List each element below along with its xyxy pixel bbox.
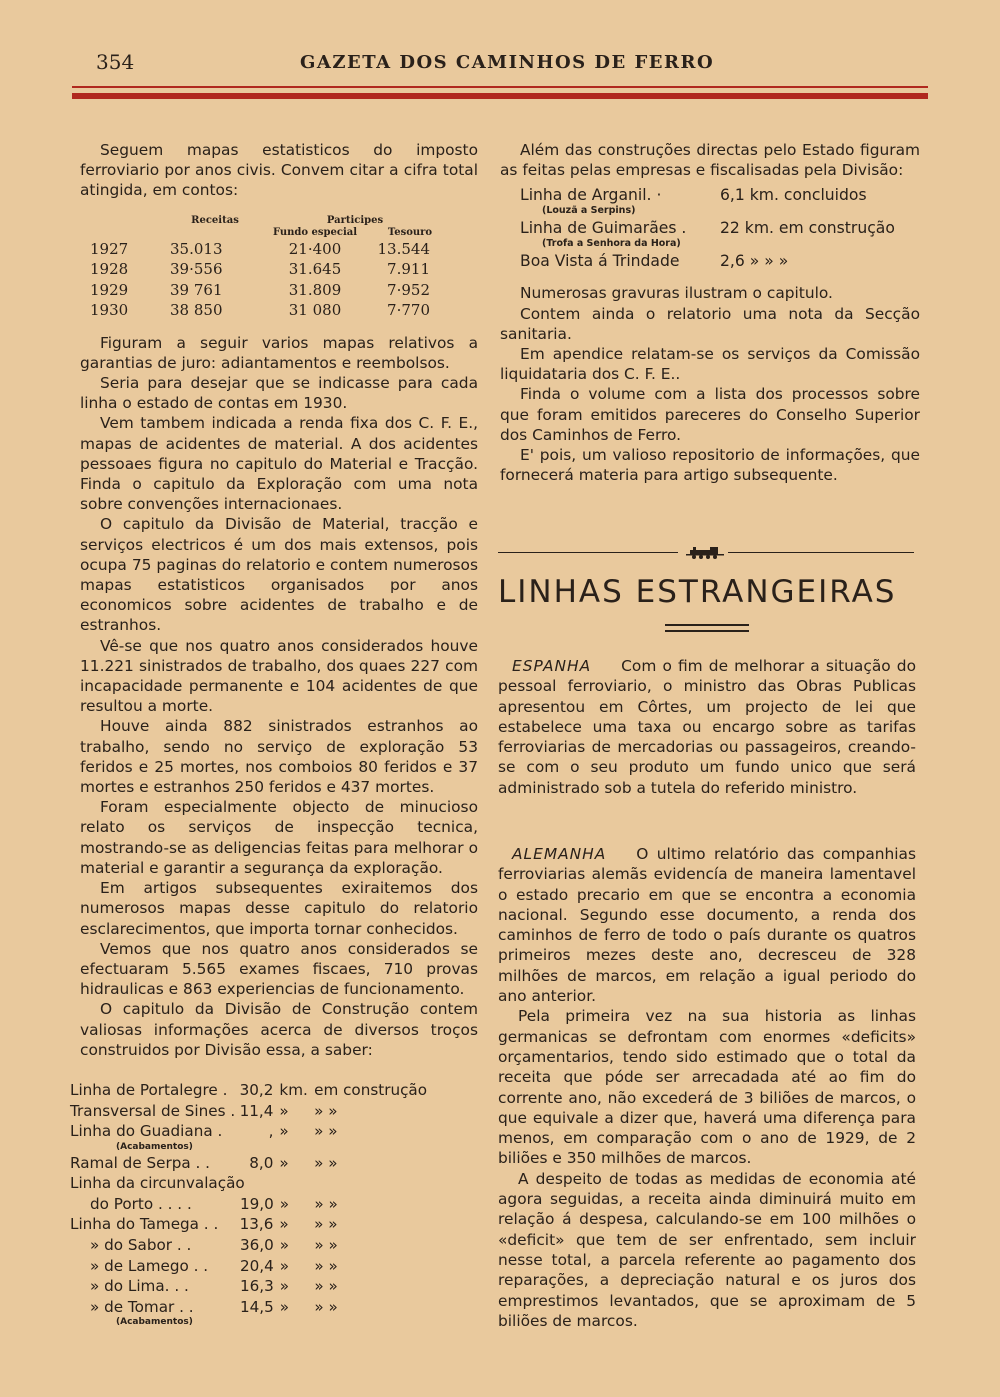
receitas-cell: 38 850 bbox=[170, 301, 223, 320]
tesouro-cell: 7·770 bbox=[387, 301, 430, 320]
year-cell: 1929 bbox=[90, 280, 129, 299]
receitas-cell: 35.013 bbox=[170, 239, 223, 258]
list-item: Ramal de Serpa . . 8,0 » » » bbox=[70, 1153, 338, 1172]
body-paragraph: A despeito de todas as medidas de economia até agora seguidas, a receita ainda diminuirá muito em relação á despesa, calculando-se em 100 milhões o «deficit» que tem de ser enfrentado, sem incluir nesse total, a parcela referente ao pagamento dos reparações, a depreciação natural e os juros dos emprestimos levantados, que se aproximam de 5 biliões de marcos. bbox=[498, 1169, 916, 1330]
body-paragraph: Numerosas gravuras ilustram o capitulo. bbox=[520, 284, 833, 303]
masthead-title: GAZETA DOS CAMINHOS DE FERRO bbox=[300, 52, 715, 73]
year-cell: 1927 bbox=[90, 239, 129, 258]
fundo-cell: 31 080 bbox=[288, 301, 342, 320]
body-paragraph: E' pois, um valioso repositorio de informações, que fornecerá materia para artigo subsequente. bbox=[500, 446, 920, 485]
intro-paragraph: Seguem mapas estatisticos do imposto ferroviario por anos civis. Convem citar a cifra total atingida, em contos: bbox=[80, 141, 478, 200]
fundo-cell: 31.809 bbox=[288, 280, 342, 299]
list-item-note: (Trofa a Senhora da Hora) bbox=[542, 238, 681, 250]
tax-table bbox=[90, 215, 450, 321]
list-item: Linha de Arganil. · 6,1 km. concluidos bbox=[520, 186, 867, 205]
construction-list bbox=[70, 1080, 478, 1329]
table-row bbox=[90, 300, 450, 321]
table-row bbox=[90, 239, 450, 260]
list-item: » do Sabor . . 36,0 » » » bbox=[90, 1236, 338, 1255]
list-item: Linha da circunvalação bbox=[70, 1174, 245, 1193]
locomotive-icon bbox=[684, 547, 726, 559]
col-participes: Participes bbox=[326, 214, 384, 226]
right-column bbox=[500, 140, 920, 485]
receitas-cell: 39·556 bbox=[170, 260, 223, 279]
col-tesouro: Tesouro bbox=[387, 226, 433, 238]
germany-article bbox=[498, 844, 916, 1331]
list-item-note: (Acabamentos) bbox=[116, 1141, 193, 1152]
list-item: » de Lamego . . 20,4 » » » bbox=[90, 1256, 338, 1275]
list-item: Linha do Guadiana . , » » » bbox=[70, 1122, 338, 1141]
body-paragraph: Contem ainda o relatorio uma nota da Secção sanitaria. bbox=[500, 304, 920, 343]
article-text: O ultimo relatório das companhias ferroviarias alemãs evidencía de maneira lamentavel o estado precario em que se encontra a economia nacional. Segundo esse documento, a renda dos caminhos de ferro de todo o país durante os quatros primeiros mezes deste ano, decresceu de 328 milhões de marcos, em relação a igual periodo do ano anterior. bbox=[498, 845, 916, 1006]
list-item: do Porto . . . . 19,0 » » » bbox=[90, 1194, 338, 1213]
left-column bbox=[70, 140, 478, 1328]
list-item: Linha de Portalegre . 30,2 km. em construção bbox=[70, 1080, 428, 1099]
year-cell: 1930 bbox=[90, 301, 129, 320]
body-paragraph: Houve ainda 882 sinistrados estranhos ao trabalho, sendo no serviço de exploração 53 feridos e 25 mortes, nos comboios 80 feridos e 37 mortes e estranhos 250 feridos e 437 mortes. bbox=[80, 717, 478, 797]
list-item-note: (Acabamentos) bbox=[116, 1317, 193, 1328]
body-paragraph: Vem tambem indicada a renda fixa dos C. F. E., mapas de acidentes de material. A dos acidentes pessoaes figura no capitulo do Material e Tracção. Finda o capitulo da Exploração com uma nota sobre convenções internacionaes. bbox=[80, 414, 478, 514]
article-text: Com o fim de melhorar a situação do pessoal ferroviario, o ministro das Obras Publicas apresentou em Côrtes, um projecto de lei que estabelece uma taxa ou encargo sobre as tarifas ferroviarias de mercadorias ou passageiros, creando-se com o seu produto um fundo unico que será administrado sob a tutela do referido ministro. bbox=[498, 657, 916, 797]
col-receitas: Receitas bbox=[191, 214, 239, 226]
body-paragraph: Finda o volume com a lista dos processos sobre que foram emitidos pareceres do Conselho Superior dos Caminhos de Ferro. bbox=[500, 385, 920, 444]
table-row bbox=[90, 280, 450, 301]
body-paragraph: Em artigos subsequentes exiraitemos dos numerosos mapas desse capitulo do relatorio esclarecimentos, que importa tornar conhecidos. bbox=[80, 879, 478, 938]
article-keyword: ALEMANHA bbox=[512, 845, 607, 863]
table-row bbox=[90, 259, 450, 280]
header-rule-thick bbox=[72, 93, 928, 99]
intro-paragraph: Além das construções directas pelo Estado figuram as feitas pelas empresas e fiscalisadas pela Divisão: bbox=[500, 141, 920, 180]
heading-underline bbox=[665, 630, 749, 632]
receitas-cell: 39 761 bbox=[170, 280, 223, 299]
fundo-cell: 31.645 bbox=[288, 260, 342, 279]
body-paragraph: Vê-se que nos quatro anos considerados houve 11.221 sinistrados de trabalho, dos quaes 227 com incapacidade permanente e 104 acidentes de que resultou a morte. bbox=[80, 636, 478, 716]
body-paragraph: Figuram a seguir varios mapas relativos a garantias de juro: adiantamentos e reembolsos. bbox=[80, 333, 478, 372]
body-paragraph: Em apendice relatam-se os serviços da Comissão liquidataria dos C. F. E.. bbox=[500, 345, 920, 384]
header-rule-thin bbox=[72, 86, 928, 88]
spain-article bbox=[498, 656, 916, 798]
page-number: 354 bbox=[96, 50, 135, 74]
list-item: » de Tomar . . 14,5 » » » bbox=[90, 1297, 338, 1316]
body-paragraph: Vemos que nos quatro anos considerados se efectuaram 5.565 exames fiscaes, 710 provas hidraulicas e 863 experiencias de funcionamento. bbox=[80, 939, 478, 999]
section-divider bbox=[498, 547, 914, 559]
list-item-note: (Louzã a Serpins) bbox=[542, 205, 636, 217]
tesouro-cell: 7.911 bbox=[387, 260, 430, 279]
list-item: » do Lima. . . 16,3 » » » bbox=[90, 1277, 338, 1296]
year-cell: 1928 bbox=[90, 260, 129, 279]
body-paragraph: Foram especialmente objecto de minucioso relato os serviços de inspecção tecnica, mostrando-se as deligencias feitas para melhorar o material e garantir a segurança da exploração. bbox=[80, 798, 478, 877]
body-paragraph: Pela primeira vez na sua historia as linhas germanicas se defrontam com enormes «deficits» orçamentarios, tendo sido estimado que o total da receita que póde ser arrecadada até ao fim do corrente ano, não excederá de 3 biliões de marcos, o que equivale a dizer que, haverá uma diferença para menos, em comparação com o ano de 1929, de 2 biliões e 350 milhões de marcos. bbox=[498, 1007, 916, 1168]
tesouro-cell: 13.544 bbox=[377, 239, 430, 258]
section-heading: LINHAS ESTRANGEIRAS bbox=[498, 574, 897, 610]
fundo-cell: 21·400 bbox=[288, 239, 342, 258]
list-item: Transversal de Sines . 11,4 » » » bbox=[70, 1101, 338, 1120]
body-paragraph: O capitulo da Divisão de Construção contem valiosas informações acerca de diversos troços construidos por Divisão essa, a saber: bbox=[80, 1000, 478, 1059]
heading-underline bbox=[665, 624, 749, 626]
article-keyword: ESPANHA bbox=[512, 657, 592, 675]
list-item: Linha do Tamega . . 13,6 » » » bbox=[70, 1215, 338, 1234]
list-item: Boa Vista á Trindade 2,6 » » » bbox=[520, 252, 789, 271]
body-paragraph: O capitulo da Divisão de Material, tracção e serviços electricos é um dos mais extensos, pois ocupa 75 paginas do relatorio e contem numerosos mapas estatisticos organisados por anos economicos sobre acidentes de trabalho e de estranhos. bbox=[80, 515, 478, 635]
company-lines-list bbox=[520, 186, 920, 271]
tesouro-cell: 7·952 bbox=[387, 280, 430, 299]
col-fundo: Fundo especial bbox=[272, 226, 358, 238]
list-item: Linha de Guimarães . 22 km. em construção bbox=[520, 219, 895, 238]
body-paragraph: Seria para desejar que se indicasse para cada linha o estado de contas em 1930. bbox=[80, 374, 478, 413]
